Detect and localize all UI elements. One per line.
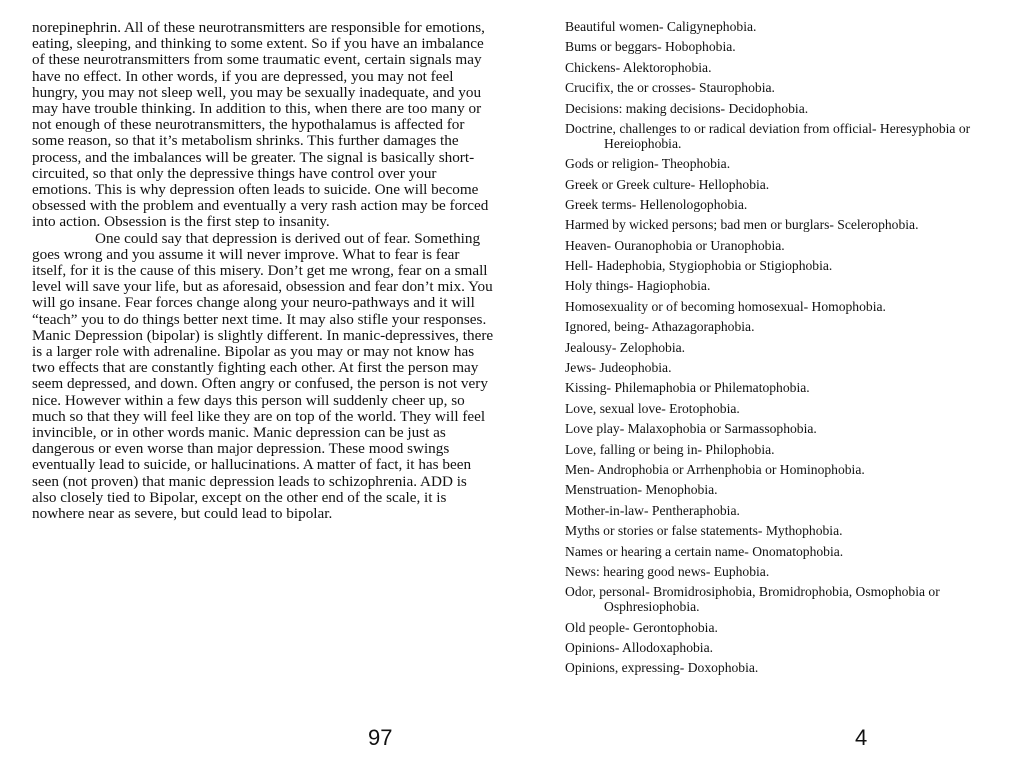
list-item: Homosexuality or of becoming homosexual- Homophobia. [565,298,886,314]
list-item: Harmed by wicked persons; bad men or burglars- Scelerophobia. [565,217,919,233]
list-item: Crucifix, the or crosses- Staurophobia. [565,80,775,96]
list-item: Menstruation- Menophobia. [565,482,718,498]
list-item: News: hearing good news- Euphobia. [565,563,770,579]
list-item: Kissing- Philemaphobia or Philematophobia. [565,380,810,396]
list-item: Heaven- Ouranophobia or Uranophobia. [565,237,785,253]
list-item: Ignored, being- Athazagoraphobia. [565,319,755,335]
right-page [512,0,1024,768]
list-item: Holy things- Hagiophobia. [565,278,711,294]
list-item: Chickens- Alektorophobia. [565,59,712,75]
left-page-text [32,20,494,522]
list-item: Jealousy- Zelophobia. [565,339,686,355]
paragraph: Manic Depression (bipolar) is slightly different. In manic-depressives, there is a larger role with adrenaline. Bipolar as you may or may not know has two effects that are constantly fighting each other. At first the person may seem depressed, and down. Often angry or confused, the person is not very nice. However within a few days this person will suddenly cheer up, so much so that they will feel like they are on top of the world. They will feel invincible, or in other words manic. Manic depression can be just as dangerous or even worse than major depression. These mood swings eventually lead to suicide, or hallucinations. A matter of fact, it has been seen (not proven) that manic depression leads to schizophrenia. ADD is also closely tied to Bipolar, except on the other end of the scale, it is nowhere near as severe, but could lead to bipolar. [32,326,494,523]
list-item: Myths or stories or false statements- Mythophobia. [565,523,843,539]
page-number: 97 [368,725,393,750]
list-item: Love, falling or being in- Philophobia. [565,441,775,457]
paragraph: norepinephrin. All of these neurotransmitters are responsible for emotions, eating, sleeping, and thinking to some extent. So if you have an imbalance of these neurotransmitters from some traumatic event, certain signals may have no effect. In other words, if you are depressed, you may not feel hungry, you may not sleep well, you may be sexually inadequate, and you may have trouble thinking. In addition to this, when there are too many or not enough of these neurotransmitters, the hypothalamus is affected for some reason, so that it’s metabolism shrinks. This further damages the process, and the imbalances will be greater. The signal is basically short-circuited, so that only the depressive things have control over your emotions. This is why depression often leads to suicide. One will become obsessed with the problem and eventually a very rash action may be forced into action. Obsession is the first step to insanity. [32,19,489,231]
list-item: Doctrine, challenges to or radical deviation from official- Heresyphobia or Hereiophobia. [565,120,971,151]
list-item: Bums or beggars- Hobophobia. [565,39,736,55]
list-item: Old people- Gerontophobia. [565,619,718,635]
list-item: Opinions, expressing- Doxophobia. [565,660,759,676]
paragraph: One could say that depression is derived out of fear. Something goes wrong and you assume it will never improve. What to fear is fear itself, for it is the cause of this misery. Don’t get me wrong, fear on a small level will save your life, but as aforesaid, obsession and fear don’t mix. You will go insane. Fear forces change along your neuro-pathways and it will “teach” you to do things better next time. It may also stifle your responses. [32,229,493,328]
list-item: Hell- Hadephobia, Stygiophobia or Stigiophobia. [565,258,833,274]
list-item: Opinions- Allodoxaphobia. [565,639,714,655]
list-item: Men- Androphobia or Arrhenphobia or Hominophobia. [565,462,865,477]
list-item: Beautiful women- Caligynephobia. [565,19,757,34]
list-item: Decisions: making decisions- Decidophobia. [565,100,809,116]
list-item: Jews- Judeophobia. [565,360,672,376]
phobia-list [565,20,1015,682]
list-item: Love, sexual love- Erotophobia. [565,400,740,416]
list-item: Love play- Malaxophobia or Sarmassophobia. [565,421,817,437]
list-item: Names or hearing a certain name- Onomatophobia. [565,543,844,559]
list-item: Greek terms- Hellenologophobia. [565,196,748,212]
list-item: Mother-in-law- Pentheraphobia. [565,502,740,518]
list-item: Odor, personal- Bromidrosiphobia, Bromidrophobia, Osmophobia or Osphresiophobia. [565,584,940,615]
list-item: Greek or Greek culture- Hellophobia. [565,176,770,192]
page-number: 4 [855,725,868,750]
list-item: Gods or religion- Theophobia. [565,156,731,172]
